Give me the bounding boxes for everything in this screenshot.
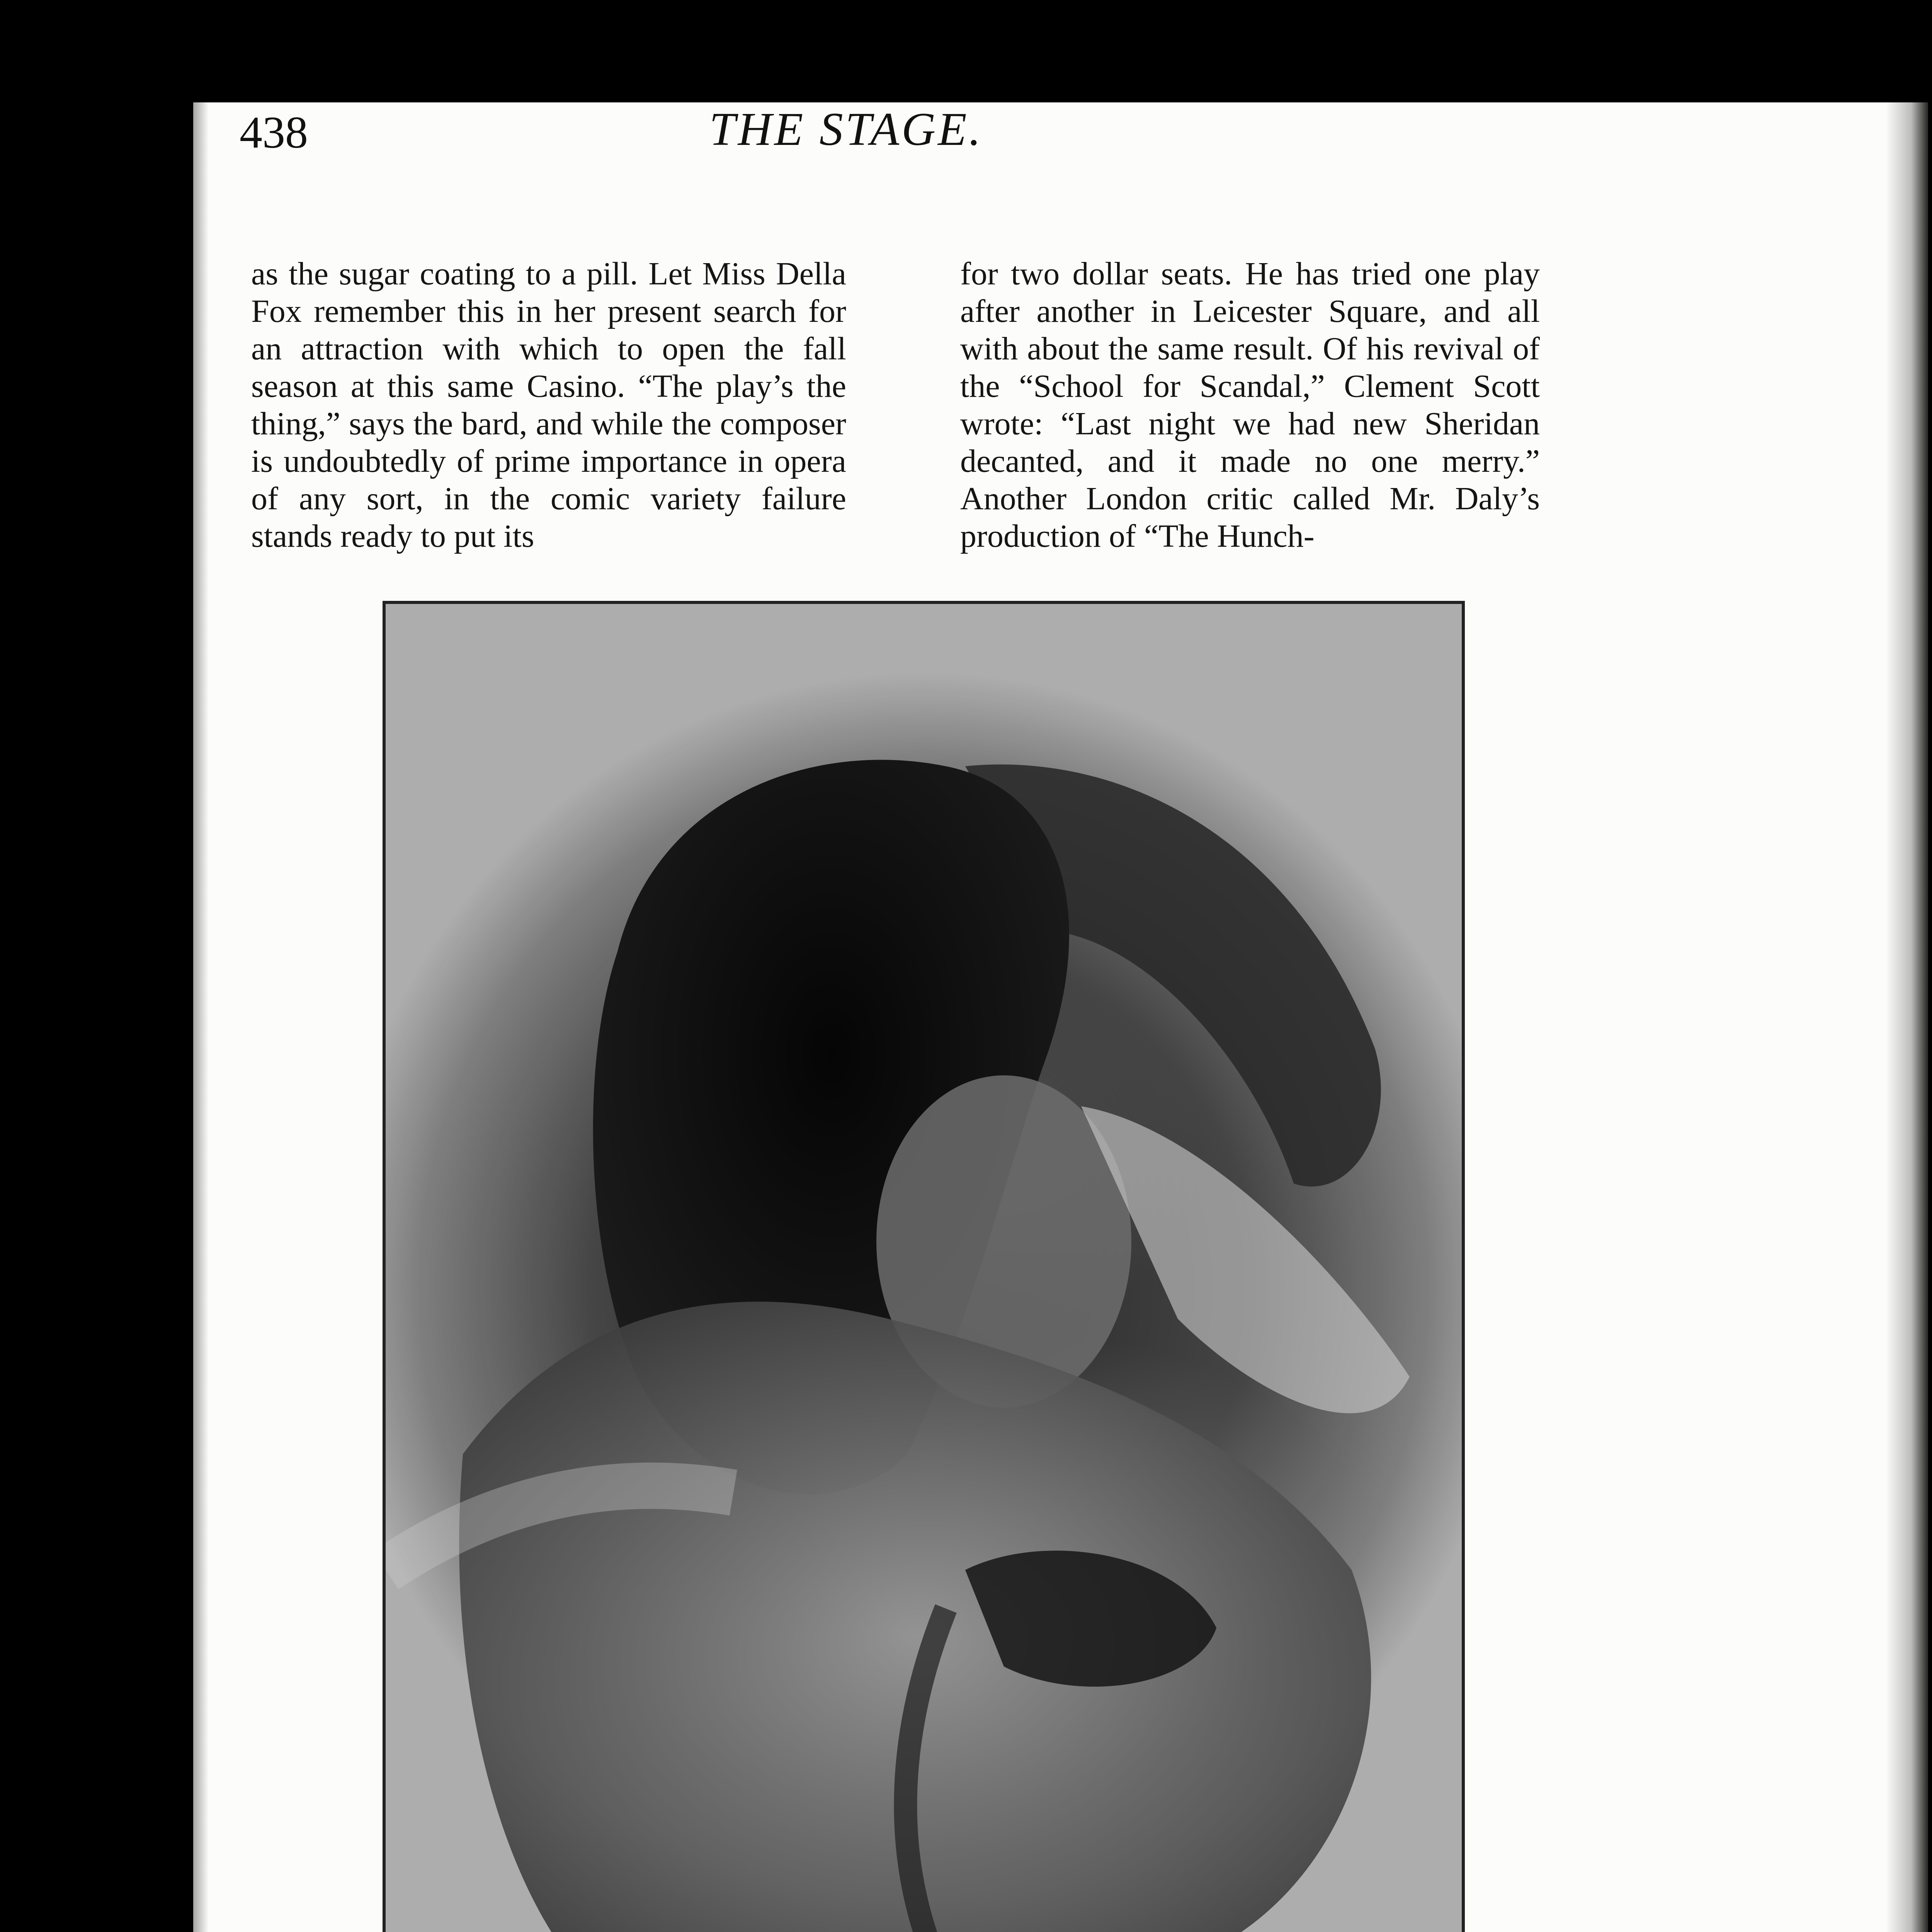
portrait-photograph	[383, 601, 1465, 1932]
portrait-illustration	[386, 604, 1462, 1932]
top-right-column	[960, 255, 1540, 555]
top-right-text: for two dollar seats. He has tried one play after another in Leicester Square, and all with about the same result. Of his revival of the “School for Scandal,” Clement Scott wrote: “Last night we had new Sheridan decanted, and it made no one merry.” Another London critic called Mr. Daly’s production of “The Hunch-	[960, 256, 1540, 554]
top-left-text: as the sugar coating to a pill. Let Miss Della Fox remember this in her present search for an attraction with which to open the fall season at this same Casino. “The play’s the thing,” says the bard, and while the composer is undoubtedly of prime importance in opera of any sort, in the comic variety failure stands ready to put its	[251, 256, 846, 554]
journal-title: THE STAGE.	[709, 103, 983, 155]
page-number: 438	[240, 107, 308, 158]
page-edge-shadow-left	[193, 102, 209, 1932]
top-left-column	[251, 255, 846, 555]
page-edge-shadow-right	[1886, 102, 1928, 1932]
